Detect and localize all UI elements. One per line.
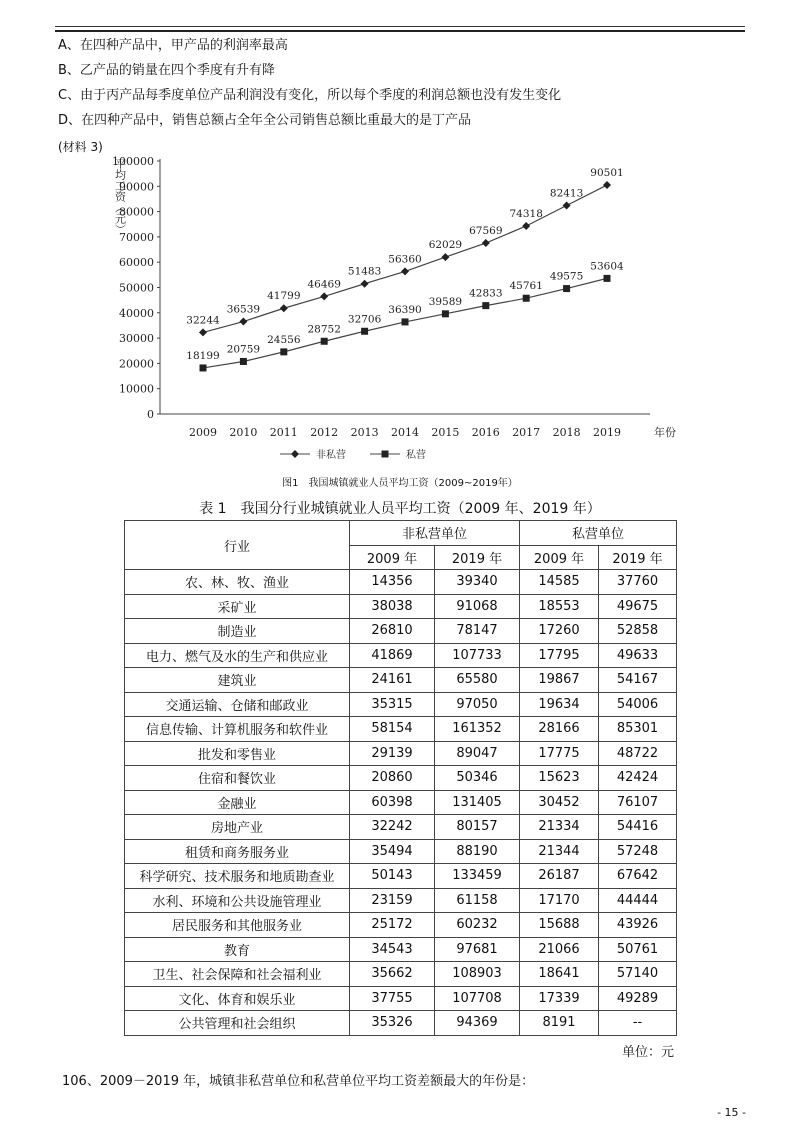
legend-label-private: 私营 [406,450,426,461]
nonprivate-2009-cell: 35494 [350,839,435,864]
nonprivate-point [199,328,207,336]
industry-cell: 采矿业 [125,594,350,619]
header-private-2019: 2019 年 [599,545,677,570]
private-point [604,275,611,282]
header-rule-thick [55,30,745,32]
x-axis-label: 年份 [654,426,676,439]
industry-cell: 教育 [125,937,350,962]
nonprivate-2009-cell: 50143 [350,864,435,889]
nonprivate-2009-cell: 38038 [350,594,435,619]
private-point [200,364,207,371]
nonprivate-2019-cell: 94369 [435,1011,520,1036]
private-point [563,285,570,292]
nonprivate-2009-cell: 37755 [350,986,435,1011]
x-tick-label: 2012 [310,426,339,439]
data-label: 82413 [549,187,584,200]
table-row [125,986,677,1011]
x-tick-label: 2010 [229,426,258,439]
wage-line-chart [100,150,720,470]
y-tick-label: 20000 [119,357,154,371]
private-2009-cell: 26187 [520,864,599,889]
private-2019-cell: 37760 [599,570,677,595]
table-row [125,913,677,938]
private-point [482,302,489,309]
private-2019-cell: 76107 [599,790,677,815]
private-2009-cell: 21066 [520,937,599,962]
x-tick-label: 2016 [471,426,500,439]
private-2009-cell: 17775 [520,741,599,766]
nonprivate-2019-cell: 97681 [435,937,520,962]
legend-marker-private [382,451,389,458]
table-unit: 单位：元 [621,1045,674,1060]
table-row [125,741,677,766]
figure-caption: 图1 我国城镇就业人员平均工资（2009~2019年） [282,478,518,489]
table-row [125,1011,677,1036]
table-row [125,962,677,987]
private-2009-cell: 17170 [520,888,599,913]
private-2019-cell: 54416 [599,815,677,840]
data-label: 53604 [590,260,624,273]
x-tick-label: 2013 [350,426,379,439]
nonprivate-point [320,292,328,300]
industry-cell: 公共管理和社会组织 [125,1011,350,1036]
nonprivate-2019-cell: 89047 [435,741,520,766]
private-2009-cell: 8191 [520,1011,599,1036]
data-label: 39589 [428,295,463,308]
table-row [125,619,677,644]
private-2009-cell: 15623 [520,766,599,791]
table-row [125,717,677,742]
private-2019-cell: 57248 [599,839,677,864]
y-axis-label [114,158,127,235]
nonprivate-2019-cell: 80157 [435,815,520,840]
header-nonprivate: 非私营单位 [350,521,520,546]
y-tick-label: 80000 [119,205,154,219]
private-2019-cell: 54167 [599,668,677,693]
nonprivate-2019-cell: 60232 [435,913,520,938]
industry-cell: 水利、环境和公共设施管理业 [125,888,350,913]
y-tick-label: 0 [147,408,154,421]
x-tick-label: 2015 [431,426,460,439]
data-label: 90501 [590,167,624,180]
nonprivate-2009-cell: 20860 [350,766,435,791]
private-2019-cell: 48722 [599,741,677,766]
nonprivate-point [522,222,530,230]
industry-cell: 电力、燃气及水的生产和供应业 [125,643,350,668]
legend-marker-nonprivate [291,450,299,458]
series-lines [203,185,607,368]
data-label: 46469 [307,278,341,291]
data-label: 51483 [347,265,382,278]
private-2019-cell: 85301 [599,717,677,742]
x-tick-labels [189,426,621,439]
industry-cell: 信息传输、计算机服务和软件业 [125,717,350,742]
table-body [125,570,677,1036]
nonprivate-2019-cell: 97050 [435,692,520,717]
industry-cell: 农、林、牧、渔业 [125,570,350,595]
nonprivate-point [482,239,490,247]
private-point [442,310,449,317]
table-row [125,864,677,889]
private-2009-cell: 19634 [520,692,599,717]
nonprivate-2019-cell: 107708 [435,986,520,1011]
data-label: 42833 [469,287,503,300]
table-row [125,692,677,717]
data-label: 62029 [428,239,463,252]
y-tick-label: 70000 [119,230,154,244]
y-axis-label-text: 平均工资（元） [113,158,127,235]
data-label: 24556 [267,333,301,346]
nonprivate-point [361,280,369,288]
data-label: 32244 [186,314,220,327]
private-point [361,328,368,335]
private-2019-cell: 44444 [599,888,677,913]
nonprivate-2009-cell: 41869 [350,643,435,668]
private-2019-cell: 54006 [599,692,677,717]
private-2019-cell: 42424 [599,766,677,791]
data-label: 18199 [186,349,220,362]
private-point [280,348,287,355]
private-point [523,295,530,302]
private-2019-cell: 49633 [599,643,677,668]
private-2009-cell: 28166 [520,717,599,742]
private-2009-cell: 21344 [520,839,599,864]
table-row [125,668,677,693]
nonprivate-2009-cell: 35315 [350,692,435,717]
data-label: 36390 [388,303,422,316]
private-2019-cell: 52858 [599,619,677,644]
option-c: C、由于丙产品每季度单位产品利润没有变化，所以每个季度的利润总额也没有发生变化 [58,88,562,103]
nonprivate-2019-cell: 78147 [435,619,520,644]
nonprivate-point [280,304,288,312]
table-row [125,594,677,619]
data-label: 49575 [549,270,584,283]
nonprivate-2019-cell: 108903 [435,962,520,987]
private-2019-cell: 57140 [599,962,677,987]
industry-cell: 制造业 [125,619,350,644]
option-d: D、在四种产品中，销售总额占全年全公司销售总额比重最大的是丁产品 [58,113,472,128]
nonprivate-2009-cell: 60398 [350,790,435,815]
private-2009-cell: 17795 [520,643,599,668]
private-2009-cell: 21334 [520,815,599,840]
y-tick-label: 60000 [119,256,154,270]
table-row [125,766,677,791]
data-label: 41799 [267,290,301,303]
x-tick-label: 2018 [552,426,581,439]
data-label: 32706 [347,313,382,326]
x-tick-label: 2019 [593,426,621,439]
nonprivate-2009-cell: 34543 [350,937,435,962]
private-2009-cell: 14585 [520,570,599,595]
nonprivate-2019-cell: 88190 [435,839,520,864]
nonprivate-2019-cell: 65580 [435,668,520,693]
private-point [240,358,247,365]
table-row [125,790,677,815]
legend-label-nonprivate: 非私营 [316,450,346,461]
data-label: 36539 [226,303,261,316]
data-label: 20759 [226,343,261,356]
nonprivate-2009-cell: 32242 [350,815,435,840]
industry-cell: 批发和零售业 [125,741,350,766]
header-nonprivate-2009: 2009 年 [350,545,435,570]
industry-cell: 金融业 [125,790,350,815]
table-row [125,815,677,840]
private-2009-cell: 15688 [520,913,599,938]
y-tick-label: 50000 [119,281,154,295]
nonprivate-2019-cell: 39340 [435,570,520,595]
nonprivate-2019-cell: 61158 [435,888,520,913]
industry-cell: 居民服务和其他服务业 [125,913,350,938]
option-b: B、乙产品的销量在四个季度有升有降 [58,63,275,78]
table-row [125,839,677,864]
industry-cell: 住宿和餐饮业 [125,766,350,791]
nonprivate-2009-cell: 58154 [350,717,435,742]
wage-table [124,520,677,1036]
nonprivate-2009-cell: 26810 [350,619,435,644]
option-a: A、在四种产品中，甲产品的利润率最高 [58,38,288,53]
y-tick-label: 30000 [119,332,154,346]
private-2009-cell: 19867 [520,668,599,693]
nonprivate-2009-cell: 35326 [350,1011,435,1036]
table-row [125,888,677,913]
nonprivate-2019-cell: 161352 [435,717,520,742]
table-row [125,570,677,595]
private-2009-cell: 17260 [520,619,599,644]
nonprivate-2019-cell: 107733 [435,643,520,668]
table-row [125,937,677,962]
header-nonprivate-2019: 2019 年 [435,545,520,570]
industry-cell: 科学研究、技术服务和地质勘查业 [125,864,350,889]
data-label: 45761 [509,280,543,293]
table-title: 表 1 我国分行业城镇就业人员平均工资（2009 年、2019 年） [199,501,601,517]
private-2009-cell: 18553 [520,594,599,619]
industry-cell: 卫生、社会保障和社会福利业 [125,962,350,987]
nonprivate-point [603,181,611,189]
y-tick-label: 90000 [119,180,154,194]
private-2019-cell: -- [599,1011,677,1036]
header-rule-thin [55,26,745,27]
nonprivate-2019-cell: 133459 [435,864,520,889]
data-label: 74318 [509,207,543,220]
data-labels [186,167,624,362]
nonprivate-2009-cell: 35662 [350,962,435,987]
nonprivate-2009-cell: 23159 [350,888,435,913]
table-row [125,643,677,668]
y-tick-label: 10000 [119,382,154,396]
private-2009-cell: 30452 [520,790,599,815]
header-industry: 行业 [125,521,350,570]
nonprivate-2009-cell: 25172 [350,913,435,938]
header-private-2009: 2009 年 [520,545,599,570]
private-2019-cell: 49289 [599,986,677,1011]
nonprivate-point [401,267,409,275]
x-tick-label: 2009 [189,426,217,439]
y-tick-label: 100000 [112,155,154,168]
material-label: (材料 3) [58,140,103,154]
nonprivate-2009-cell: 29139 [350,741,435,766]
data-label: 67569 [469,225,503,238]
nonprivate-point [563,201,571,209]
nonprivate-2009-cell: 24161 [350,668,435,693]
industry-cell: 租赁和商务服务业 [125,839,350,864]
y-tick-label: 40000 [119,306,154,320]
industry-cell: 房地产业 [125,815,350,840]
nonprivate-2019-cell: 91068 [435,594,520,619]
data-label: 56360 [388,253,422,266]
private-point [321,338,328,345]
private-2009-cell: 17339 [520,986,599,1011]
page-number: - 15 - [717,1106,746,1119]
private-2009-cell: 18641 [520,962,599,987]
question-text: 106、2009－2019 年，城镇非私营单位和私营单位平均工资差额最大的年份是： [62,1074,535,1089]
nonprivate-point [239,318,247,326]
private-2019-cell: 49675 [599,594,677,619]
private-2019-cell: 50761 [599,937,677,962]
industry-cell: 建筑业 [125,668,350,693]
nonprivate-2009-cell: 14356 [350,570,435,595]
industry-cell: 文化、体育和娱乐业 [125,986,350,1011]
nonprivate-2019-cell: 50346 [435,766,520,791]
nonprivate-point [441,253,449,261]
header-private: 私营单位 [520,521,677,546]
industry-cell: 交通运输、仓储和邮政业 [125,692,350,717]
private-2019-cell: 43926 [599,913,677,938]
data-label: 28752 [307,323,341,336]
private-2019-cell: 67642 [599,864,677,889]
chart-legend [280,448,426,461]
x-tick-label: 2017 [512,426,541,439]
x-tick-label: 2011 [269,426,298,439]
x-tick-label: 2014 [391,426,419,439]
nonprivate-2019-cell: 131405 [435,790,520,815]
private-point [402,318,409,325]
